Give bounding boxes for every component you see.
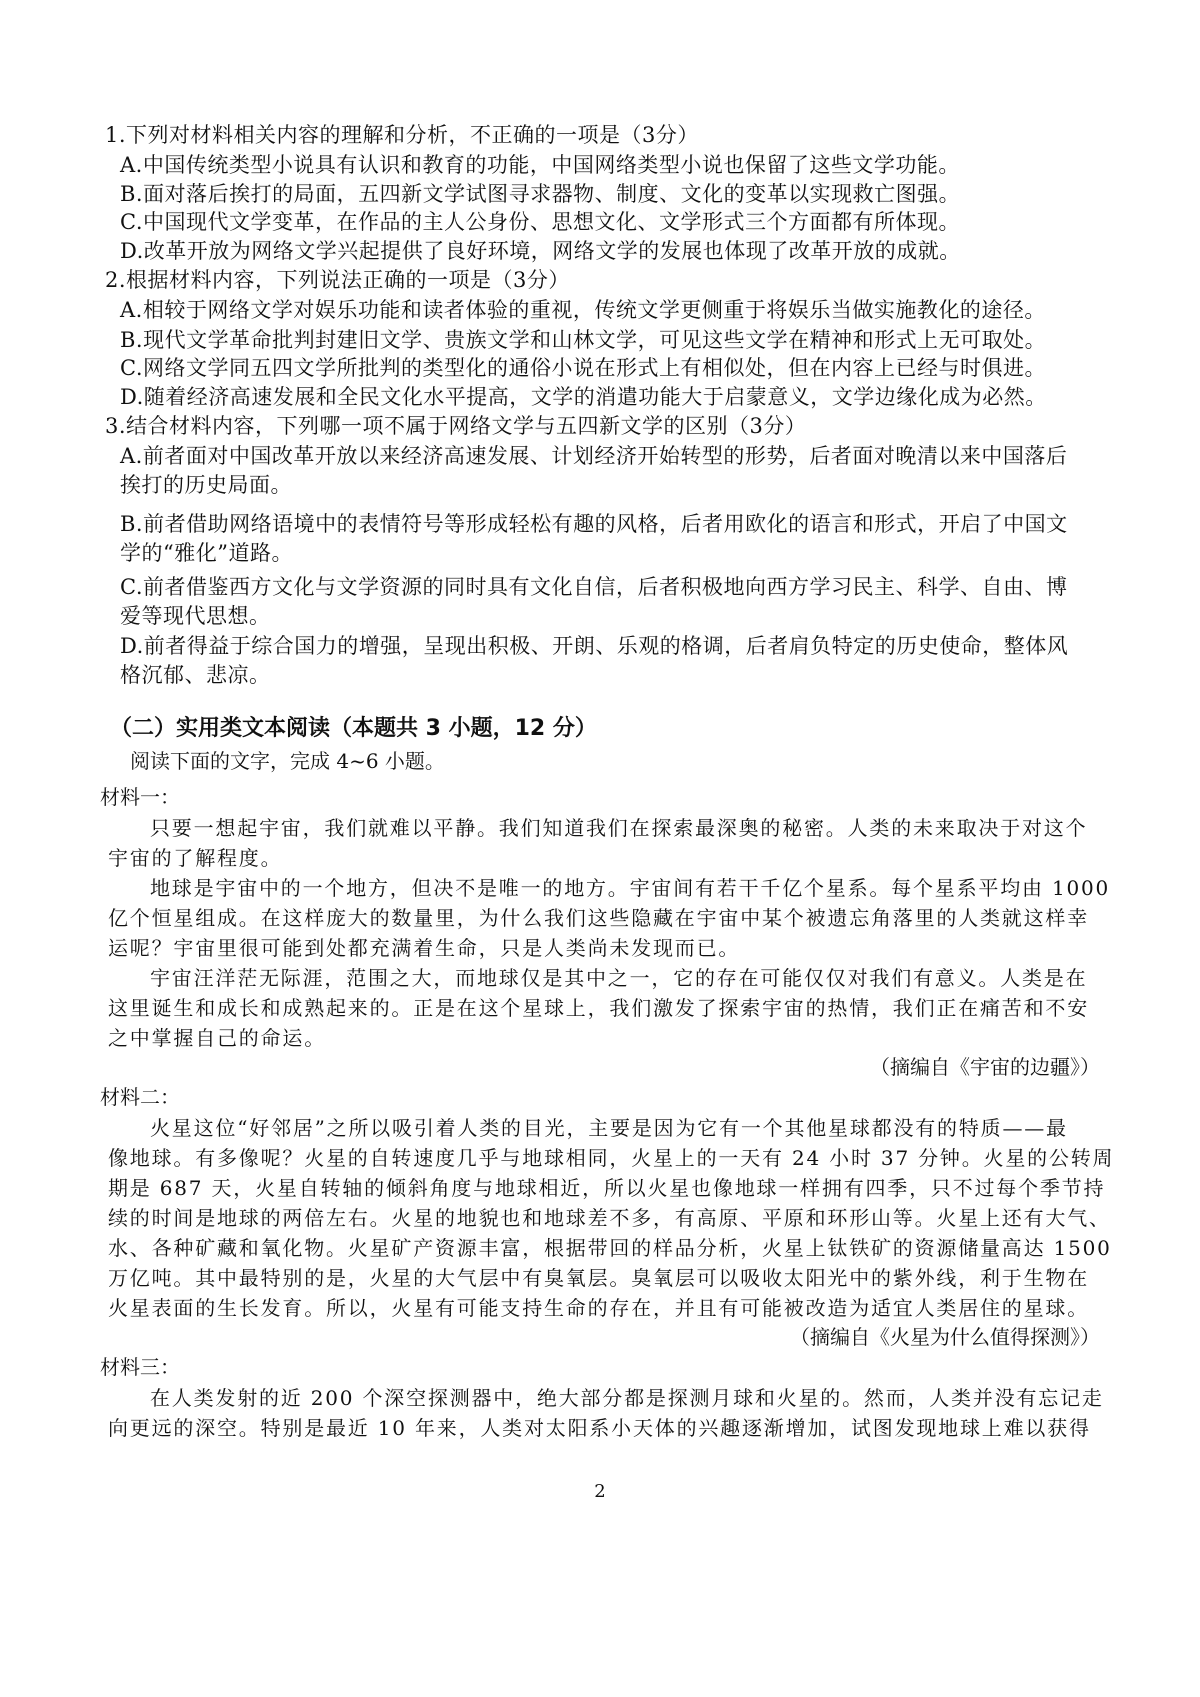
question-2-option-b: B.现代文学革命批判封建旧文学、贵族文学和山林文学，可见这些文学在精神和形式上无可取处。 (120, 328, 1047, 352)
question-1-option-d: D.改革开放为网络文学兴起提供了良好环境，网络文学的发展也体现了改革开放的成就。 (120, 239, 961, 263)
material-2-line7: 火星表面的生长发育。所以，火星有可能支持生命的存在，并且有可能被改造为适宜人类居住的星球。 (108, 1296, 1089, 1320)
material-3-line2: 向更远的深空。特别是最近 10 年来，人类对太阳系小天体的兴趣逐渐增加，试图发现地球上难以获得 (108, 1416, 1091, 1440)
page-number: 2 (594, 1481, 606, 1502)
question-2-option-c: C.网络文学同五四文学所批判的类型化的通俗小说在形式上有相似处，但在内容上已经与时俱进。 (120, 356, 1046, 380)
question-3-stem: 3.结合材料内容，下列哪一项不属于网络文学与五四新文学的区别（3分） (105, 414, 807, 438)
material-2-label: 材料二： (100, 1085, 180, 1109)
material-2-line4: 续的时间是地球的两倍左右。火星的地貌也和地球差不多，有高原、平原和环形山等。火星上还有大气、 (108, 1206, 1111, 1230)
material-1-p3-line3: 之中掌握自己的命运。 (108, 1026, 326, 1050)
question-3-option-a: A.前者面对中国改革开放以来经济高速发展、计划经济开始转型的形势，后者面对晚清以来中国落后 (120, 444, 1068, 468)
question-1-option-c: C.中国现代文学变革，在作品的主人公身份、思想文化、文学形式三个方面都有所体现。 (120, 210, 960, 234)
question-3-option-c-cont: 爱等现代思想。 (120, 604, 271, 628)
question-3-option-b: B.前者借助网络语境中的表情符号等形成轻松有趣的风格，后者用欧化的语言和形式，开启了中国文 (120, 512, 1068, 536)
question-3-option-a-cont: 挨打的历史局面。 (120, 473, 292, 497)
material-1-p1-line1: 只要一想起宇宙，我们就难以平静。我们知道我们在探索最深奥的秘密。人类的未来取决于对这个 (150, 816, 1088, 840)
material-2-line1: 火星这位“好邻居”之所以吸引着人类的目光，主要是因为它有一个其他星球都没有的特质——最 (150, 1116, 1068, 1140)
material-3-line1: 在人类发射的近 200 个深空探测器中，绝大部分都是探测月球和火星的。然而，人类并没有忘记走 (150, 1386, 1104, 1410)
material-1-p2-line3: 运呢？宇宙里很可能到处都充满着生命，只是人类尚未发现而已。 (108, 936, 741, 960)
material-1-p3-line1: 宇宙汪洋茫无际涯，范围之大，而地球仅是其中之一，它的存在可能仅仅对我们有意义。人类是在 (150, 966, 1088, 990)
question-3-option-d-cont: 格沉郁、悲凉。 (120, 663, 271, 687)
section-2-title: （二）实用类文本阅读（本题共 3 小题，12 分） (110, 716, 597, 741)
material-2-source: （摘编自《火星为什么值得探测》） (790, 1325, 1100, 1349)
question-1-option-a: A.中国传统类型小说具有认识和教育的功能，中国网络类型小说也保留了这些文学功能。 (120, 153, 960, 177)
material-1-label: 材料一： (100, 785, 180, 809)
material-1-source: （摘编自《宇宙的边疆》） (870, 1055, 1100, 1079)
material-2-line2: 像地球。有多像呢？火星的自转速度几乎与地球相同，火星上的一天有 24 小时 37 分钟。火星的公转周 (108, 1146, 1115, 1170)
question-2-stem: 2.根据材料内容，下列说法正确的一项是（3分） (105, 268, 570, 292)
material-2-line6: 万亿吨。其中最特别的是，火星的大气层中有臭氧层。臭氧层可以吸收太阳光中的紫外线，利于生物在 (108, 1266, 1089, 1290)
question-3-option-b-cont: 学的“雅化”道路。 (120, 541, 293, 565)
material-1-p3-line2: 这里诞生和成长和成熟起来的。正是在这个星球上，我们激发了探索宇宙的热情，我们正在痛苦和不安 (108, 996, 1089, 1020)
material-2-line5: 水、各种矿藏和氧化物。火星矿产资源丰富，根据带回的样品分析，火星上钛铁矿的资源储量高达 1500 (108, 1236, 1112, 1260)
material-1-p2-line1: 地球是宇宙中的一个地方，但决不是唯一的地方。宇宙间有若干千亿个星系。每个星系平均由 1000 (150, 876, 1111, 900)
question-3-option-d: D.前者得益于综合国力的增强，呈现出积极、开朗、乐观的格调，后者肩负特定的历史使命，整体风 (120, 634, 1069, 658)
question-2-option-d: D.随着经济高速发展和全民文化水平提高，文学的消遣功能大于启蒙意义，文学边缘化成为必然。 (120, 385, 1047, 409)
section-2-instruction: 阅读下面的文字，完成 4~6 小题。 (130, 749, 445, 773)
material-1-p2-line2: 亿个恒星组成。在这样庞大的数量里，为什么我们这些隐藏在宇宙中某个被遗忘角落里的人类就这样幸 (108, 906, 1089, 930)
question-2-option-a: A.相较于网络文学对娱乐功能和读者体验的重视，传统文学更侧重于将娱乐当做实施教化的途径。 (120, 298, 1046, 322)
question-3-option-c: C.前者借鉴西方文化与文学资源的同时具有文化自信，后者积极地向西方学习民主、科学、自由、博 (120, 575, 1068, 599)
material-3-label: 材料三： (100, 1355, 180, 1379)
question-1-option-b: B.面对落后挨打的局面，五四新文学试图寻求器物、制度、文化的变革以实现救亡图强。 (120, 182, 961, 206)
material-2-line3: 期是 687 天，火星自转轴的倾斜角度与地球相近，所以火星也像地球一样拥有四季，只不过每个季节持 (108, 1176, 1106, 1200)
question-1-stem: 1.下列对材料相关内容的理解和分析，不正确的一项是（3分） (105, 123, 699, 147)
material-1-p1-line2: 宇宙的了解程度。 (108, 846, 283, 870)
